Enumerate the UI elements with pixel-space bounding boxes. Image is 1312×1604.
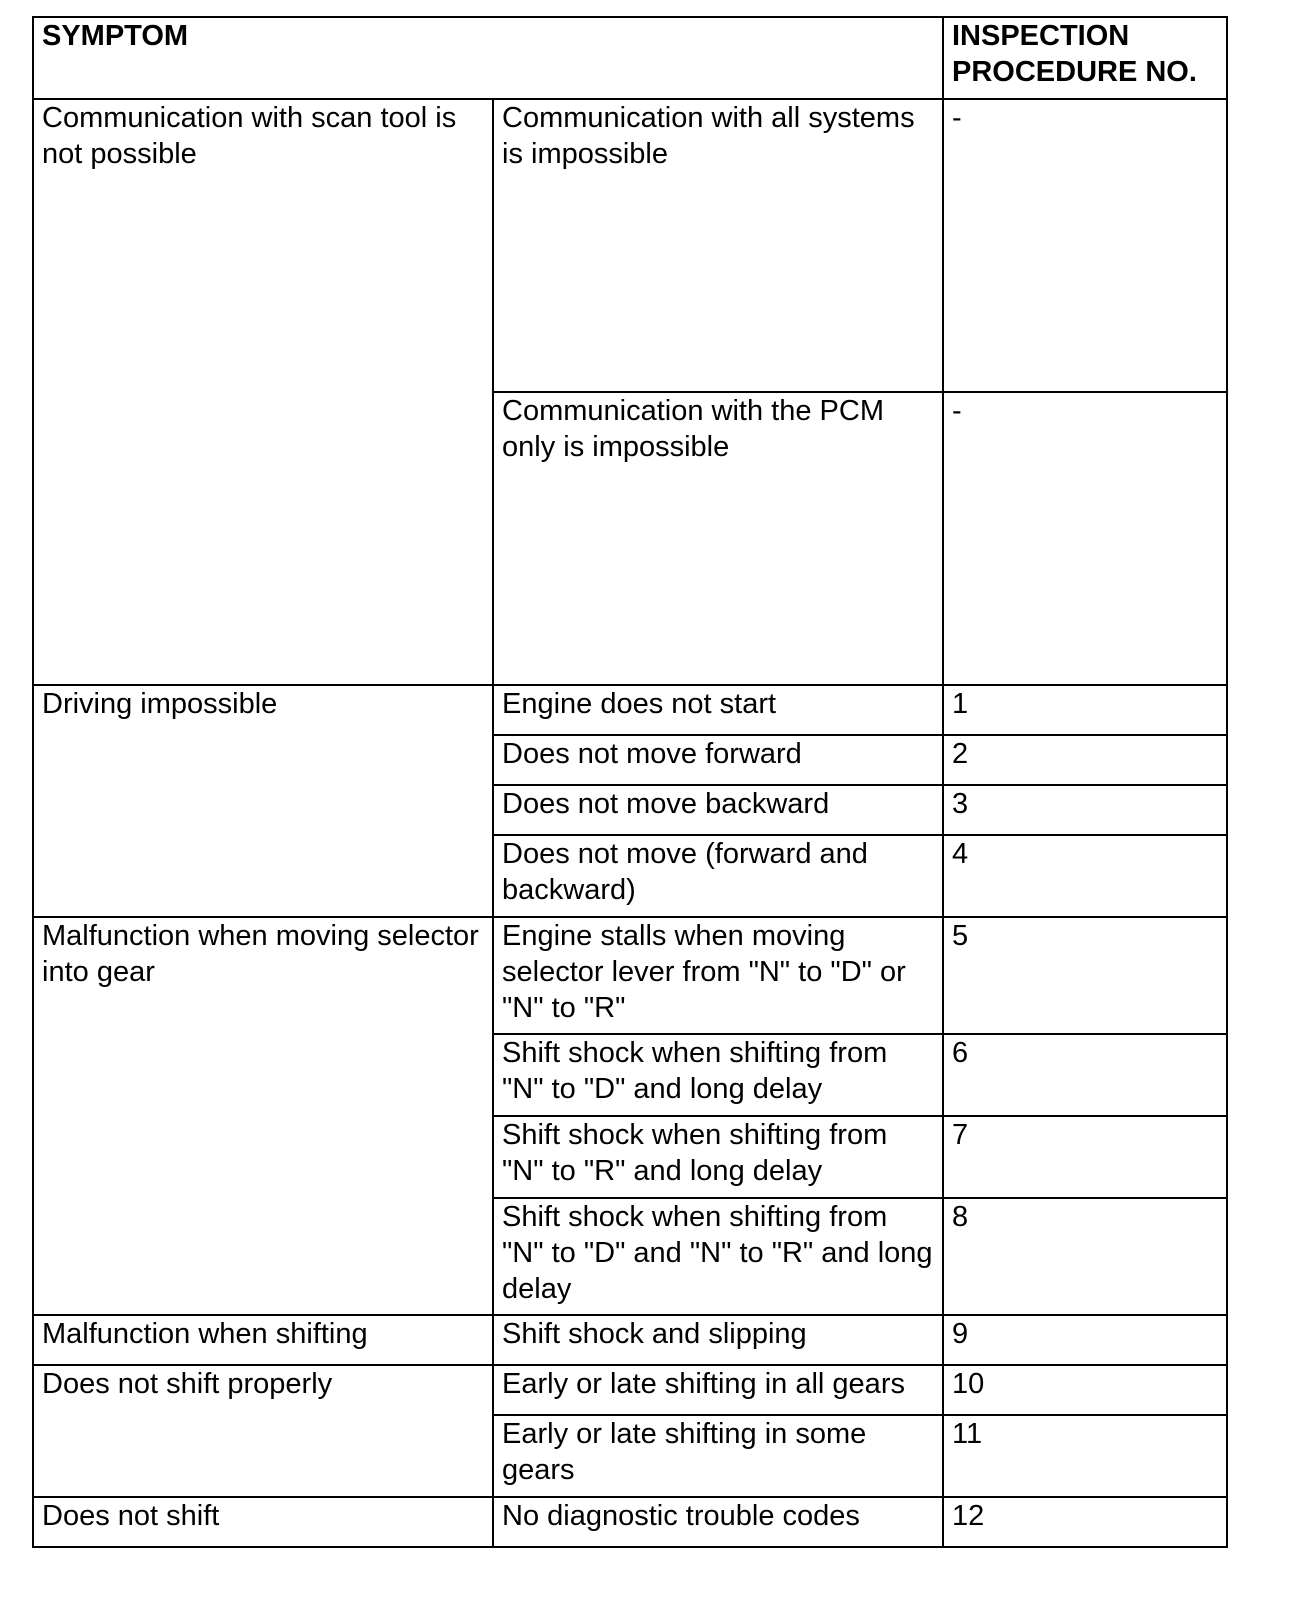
table-row — [33, 1497, 1227, 1547]
detail-cell: Shift shock when shifting from "N" to "D" and long delay — [493, 1034, 943, 1116]
procedure-cell: 7 — [943, 1116, 1227, 1198]
procedure-cell: 12 — [943, 1497, 1227, 1547]
detail-cell: Communication with the PCM only is impossible — [493, 392, 943, 685]
procedure-cell: 5 — [943, 917, 1227, 1034]
symptom-cell: Malfunction when moving selector into gear — [33, 917, 493, 1315]
table-row — [33, 917, 1227, 1034]
procedure-cell: 1 — [943, 685, 1227, 735]
procedure-cell: 10 — [943, 1365, 1227, 1415]
detail-cell: No diagnostic trouble codes — [493, 1497, 943, 1547]
procedure-cell: 8 — [943, 1198, 1227, 1315]
detail-cell: Communication with all systems is impossible — [493, 99, 943, 392]
procedure-cell: 2 — [943, 735, 1227, 785]
symptom-cell: Does not shift properly — [33, 1365, 493, 1497]
detail-cell: Early or late shifting in some gears — [493, 1415, 943, 1497]
detail-cell: Early or late shifting in all gears — [493, 1365, 943, 1415]
symptom-cell: Driving impossible — [33, 685, 493, 917]
detail-cell: Shift shock and slipping — [493, 1315, 943, 1365]
header-inspection-procedure: INSPECTION PROCEDURE NO. — [943, 17, 1227, 99]
procedure-cell: - — [943, 392, 1227, 685]
detail-cell: Does not move backward — [493, 785, 943, 835]
procedure-cell: - — [943, 99, 1227, 392]
procedure-cell: 11 — [943, 1415, 1227, 1497]
table-row — [33, 1365, 1227, 1415]
detail-cell: Engine stalls when moving selector lever from "N" to "D" or "N" to "R" — [493, 917, 943, 1034]
symptom-table — [32, 16, 1228, 1548]
detail-cell: Does not move forward — [493, 735, 943, 785]
header-row — [33, 17, 1227, 99]
procedure-cell: 6 — [943, 1034, 1227, 1116]
detail-cell: Does not move (forward and backward) — [493, 835, 943, 917]
detail-cell: Engine does not start — [493, 685, 943, 735]
symptom-cell: Malfunction when shifting — [33, 1315, 493, 1365]
procedure-cell: 3 — [943, 785, 1227, 835]
symptom-cell: Communication with scan tool is not possible — [33, 99, 493, 685]
symptom-cell: Does not shift — [33, 1497, 493, 1547]
detail-cell: Shift shock when shifting from "N" to "R" and long delay — [493, 1116, 943, 1198]
header-symptom: SYMPTOM — [33, 17, 943, 99]
table-row — [33, 99, 1227, 392]
detail-cell: Shift shock when shifting from "N" to "D" and "N" to "R" and long delay — [493, 1198, 943, 1315]
procedure-cell: 9 — [943, 1315, 1227, 1365]
procedure-cell: 4 — [943, 835, 1227, 917]
table-row — [33, 1315, 1227, 1365]
table-row — [33, 685, 1227, 735]
